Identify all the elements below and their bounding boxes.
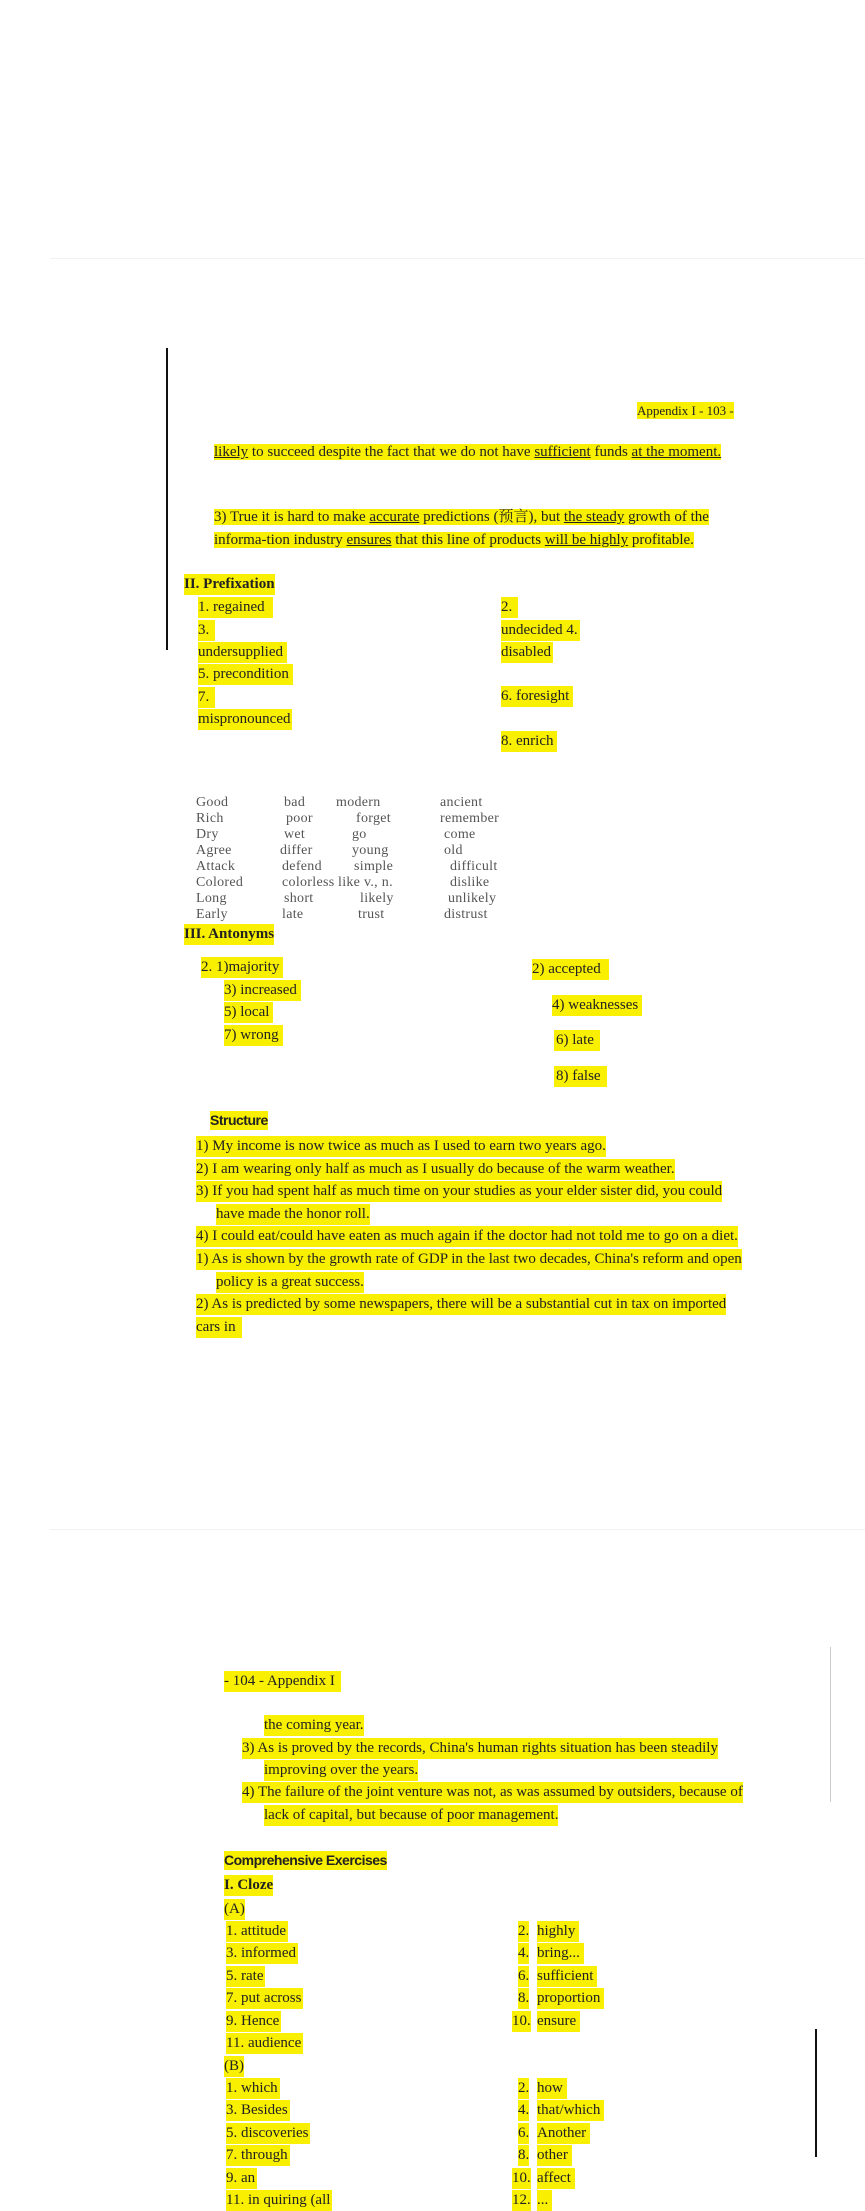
table-cell: ancient	[440, 795, 483, 810]
margin-line-right	[830, 1647, 831, 1802]
table-cell: differ	[280, 843, 313, 858]
cloze-a-right-word: highly	[537, 1921, 579, 1942]
cloze-a-left: 7. put across	[226, 1988, 303, 2009]
cloze-b-left: 1. which	[226, 2078, 280, 2099]
table-cell: Agree	[196, 843, 232, 858]
word-the-steady: the steady	[563, 509, 625, 525]
table-cell: simple	[354, 859, 394, 874]
structure-item-cont: have made the honor roll.	[216, 1204, 370, 1225]
table-cell: poor	[286, 811, 313, 826]
cloze-a-right-num: 6.	[518, 1966, 529, 1987]
antonym-left-item: 7) wrong	[224, 1025, 283, 1046]
table-cell: difficult	[450, 859, 498, 874]
prefix-left-item: 5. precondition	[198, 664, 293, 685]
table-cell: old	[444, 843, 463, 858]
structure-item: 3) If you had spent half as much time on your studies as your elder sister did, you could	[196, 1181, 722, 1202]
prefix-left-item: 1. regained	[198, 597, 273, 618]
cloze-b-right-num: 4.	[518, 2100, 529, 2121]
antonym-left-item: 3) increased	[224, 980, 301, 1001]
cloze-b-right-word: other	[537, 2145, 572, 2166]
table-cell: come	[444, 827, 476, 842]
table-cell: bad	[284, 795, 306, 810]
table-cell: like v., n.	[338, 875, 393, 890]
antonym-right-item: 4) weaknesses	[552, 995, 642, 1016]
cloze-b-right-word: affect	[537, 2168, 575, 2189]
table-cell: Rich	[196, 811, 224, 826]
section-title-antonyms: III. Antonyms	[184, 924, 274, 945]
table-cell: Attack	[196, 859, 236, 874]
structure-item: 1) As is shown by the growth rate of GDP in the last two decades, China's reform and open	[196, 1249, 742, 1270]
para3-text: predictions (预言), but	[419, 509, 564, 525]
cloze-b-right-word: how	[537, 2078, 567, 2099]
word-accurate: accurate	[369, 509, 420, 525]
table-cell: short	[284, 891, 314, 906]
cloze-a-right-word: ensure	[537, 2011, 580, 2032]
section-title-comprehensive: Comprehensive Exercises	[224, 1852, 387, 1868]
cloze-b-right-word: Another	[537, 2123, 590, 2144]
para1-text-2: funds	[590, 444, 632, 460]
table-cell: defend	[282, 859, 322, 874]
antonym-left-item: 5) local	[224, 1002, 273, 1023]
structure-item: 2) I am wearing only half as much as I usually do because of the warm weather.	[196, 1159, 675, 1180]
prefix-left-item: 3.	[198, 620, 215, 641]
table-cell: distrust	[444, 907, 488, 922]
antonym-right-item: 2) accepted	[532, 959, 609, 980]
table-cell: remember	[440, 811, 500, 826]
structure-item-cont: cars in	[196, 1317, 242, 1338]
structure-item: 4) I could eat/could have eaten as much again if the doctor had not told me to go on a diet.	[196, 1226, 738, 1247]
table-cell: young	[352, 843, 389, 858]
page-header-104: - 104 - Appendix I	[224, 1671, 341, 1692]
prefix-right-item: disabled	[501, 642, 553, 663]
cloze-a-right-num: 10.	[512, 2011, 531, 2032]
table-cell: dislike	[450, 875, 490, 890]
para3-text: informa-tion industry	[214, 532, 347, 548]
word-will-be-highly: will be highly	[544, 532, 629, 548]
cloze-a-left: 1. attitude	[226, 1921, 288, 1942]
para1-text-1: to succeed despite the fact that we do not have	[248, 444, 535, 460]
cloze-b-left: 5. discoveries	[226, 2123, 310, 2144]
cloze-b-right-num: 6.	[518, 2123, 529, 2144]
structure-item: 2) As is predicted by some newspapers, there will be a substantial cut in tax on imported	[196, 1294, 726, 1315]
para3-text: 3) True it is hard to make	[214, 509, 370, 525]
page2-item: 4) The failure of the joint venture was not, as was assumed by outsiders, because of	[242, 1782, 743, 1803]
cloze-a-label: (A)	[224, 1899, 245, 1920]
table-cell: unlikely	[448, 891, 497, 906]
margin-line-left	[166, 348, 168, 650]
para3-text: growth of the	[624, 509, 709, 525]
cloze-b-left: 11. in quiring (all	[226, 2190, 332, 2211]
prefix-right-item: 6. foresight	[501, 686, 573, 707]
cloze-a-left: 11. audience	[226, 2033, 303, 2054]
table-cell: Dry	[196, 827, 219, 842]
cloze-b-left: 3. Besides	[226, 2100, 290, 2121]
cloze-b-right-num: 10.	[512, 2168, 531, 2189]
section-title-cloze: I. Cloze	[224, 1875, 273, 1896]
section-title-prefixation: II. Prefixation	[184, 574, 275, 595]
table-cell: wet	[284, 827, 306, 842]
continued-line: the coming year.	[264, 1715, 364, 1736]
cloze-b-right-word: ...	[537, 2190, 552, 2211]
cloze-a-right-word: bring...	[537, 1943, 584, 1964]
prefix-left-item: mispronounced	[198, 709, 292, 730]
cloze-a-right-word: sufficient	[537, 1966, 597, 1987]
cloze-a-left: 3. informed	[226, 1943, 298, 1964]
cloze-a-right-num: 2.	[518, 1921, 529, 1942]
section-title-structure: Structure	[210, 1112, 268, 1128]
para3-text: profitable.	[628, 532, 694, 548]
table-cell: Long	[196, 891, 227, 906]
cloze-a-left: 9. Hence	[226, 2011, 281, 2032]
antonym-left-item: 2. 1)majority	[201, 957, 283, 978]
prefix-left-item: undersupplied	[198, 642, 287, 663]
page2-item-cont: lack of capital, but because of poor management.	[264, 1805, 558, 1826]
table-cell: Good	[196, 795, 229, 810]
cloze-b-left: 9. an	[226, 2168, 257, 2189]
para3-text: that this line of products	[391, 532, 545, 548]
prefix-right-item: 2.	[501, 597, 518, 618]
table-cell: late	[282, 907, 304, 922]
cloze-b-right-num: 12.	[512, 2190, 531, 2211]
cloze-a-right-word: proportion	[537, 1988, 604, 2009]
paragraph-3-line1	[214, 507, 709, 528]
cloze-b-left: 7. through	[226, 2145, 290, 2166]
paragraph-3-line2	[214, 530, 694, 551]
table-cell: colorless	[282, 875, 335, 890]
word-at-the-moment: at the moment.	[631, 444, 722, 460]
word-ensures: ensures	[346, 532, 392, 548]
page2-item-cont: improving over the years.	[264, 1760, 418, 1781]
table-cell: Colored	[196, 875, 244, 890]
cloze-b-label: (B)	[224, 2056, 244, 2077]
cloze-b-right-word: that/which	[537, 2100, 604, 2121]
page2-item: 3) As is proved by the records, China's human rights situation has been steadily	[242, 1738, 718, 1759]
cloze-b-right-num: 8.	[518, 2145, 529, 2166]
antonym-right-item: 6) late	[554, 1030, 600, 1051]
cloze-a-right-num: 4.	[518, 1943, 529, 1964]
table-cell: trust	[358, 907, 385, 922]
structure-item-cont: policy is a great success.	[216, 1272, 364, 1293]
cloze-b-right-num: 2.	[518, 2078, 529, 2099]
table-cell: Early	[196, 907, 228, 922]
table-cell: forget	[356, 811, 391, 826]
page-header-103: Appendix I - 103 -	[637, 403, 734, 418]
prefix-right-item: 8. enrich	[501, 731, 557, 752]
word-likely: likely	[214, 444, 249, 460]
cloze-a-right-num: 8.	[518, 1988, 529, 2009]
prefix-left-item: 7.	[198, 687, 215, 708]
word-sufficient: sufficient	[534, 444, 591, 460]
margin-line-right-bold	[815, 2029, 817, 2157]
table-cell: go	[352, 827, 367, 842]
table-cell: likely	[360, 891, 394, 906]
paragraph-likely	[214, 442, 721, 463]
cloze-a-left: 5. rate	[226, 1966, 265, 1987]
prefix-right-item: undecided 4.	[501, 620, 580, 641]
structure-item: 1) My income is now twice as much as I used to earn two years ago.	[196, 1136, 606, 1157]
antonym-right-item: 8) false	[554, 1066, 607, 1087]
table-cell: modern	[336, 795, 381, 810]
